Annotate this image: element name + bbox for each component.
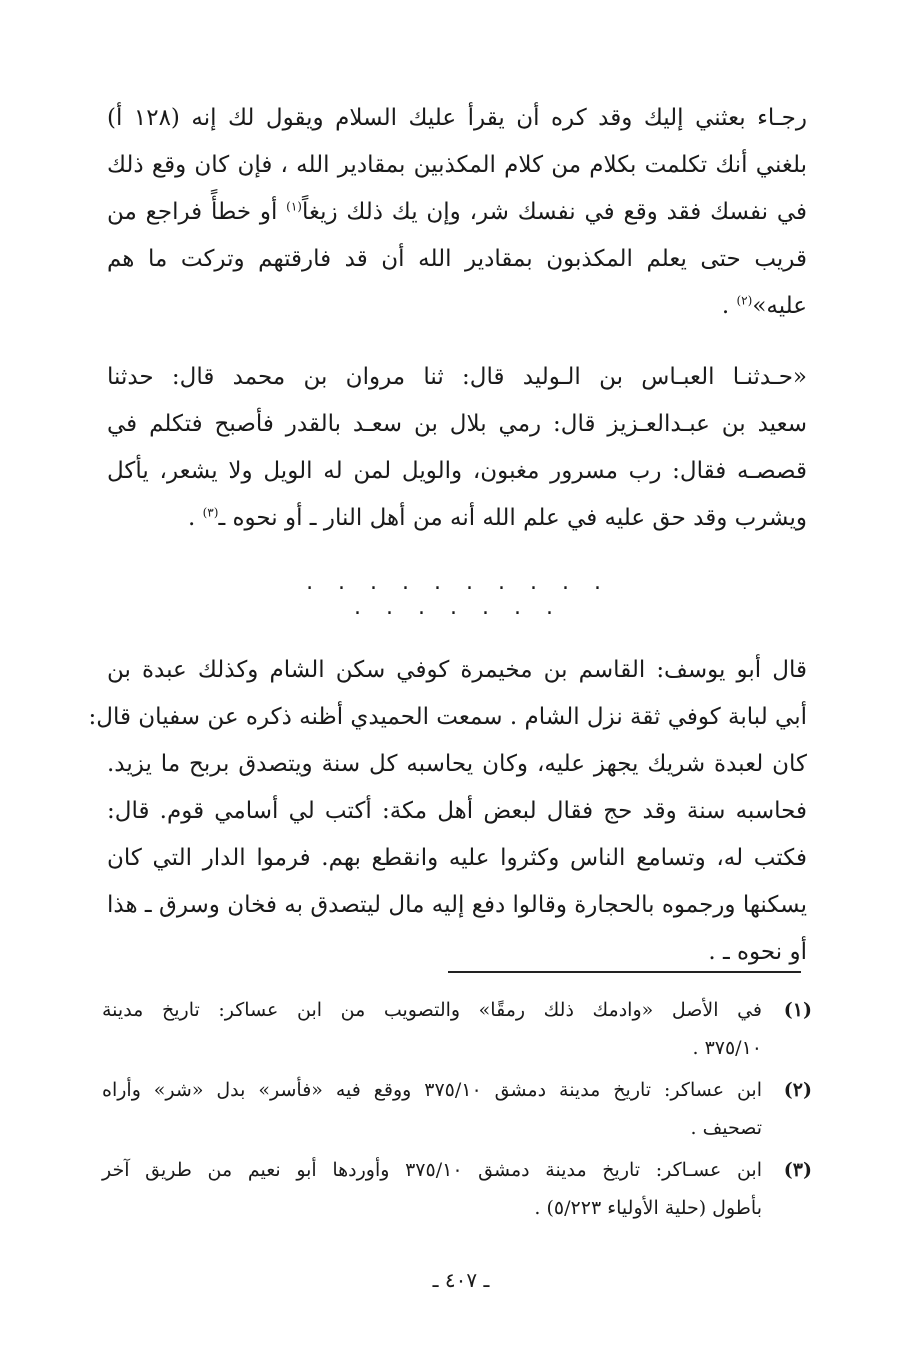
text-line: كان لعبدة شريك يجهز عليه، وكان يحاسبه كل سنة ويتصدق بربح ما يزيد. [107,751,807,777]
paragraph-1 [107,103,807,338]
page-number: ـ ٤٠٧ ـ [432,1268,490,1292]
footnote-3 [102,1151,812,1227]
text-line: أو نحوه ـ . [708,939,807,965]
paragraph-3 [88,655,807,984]
footnote-1 [102,991,812,1067]
footnote-reference[interactable]: (٢) [736,293,753,308]
text-line: عليه»$^{(٢)}$ . [721,293,807,319]
footnote-divider [448,971,801,973]
footnote-line: ٣٧٥/١٠ . [692,1037,762,1059]
text-line: سعيد بن عبـدالعـزيز قال: رمي بلال بن سعـد بالقدر فأصبح فتكلم في [107,411,807,437]
footnote-reference[interactable]: (٣) [202,505,219,520]
section-separator: . . . . . . . . . . . . . . . . . [306,570,610,620]
footnote-reference[interactable]: (١) [286,199,302,214]
footnote-line: في الأصل «وادمك ذلك رمقًا» والتصويب من ابن عساكر: تاريخ مدينة [102,999,762,1021]
text-line: فحاسبه سنة وقد حج فقال لبعض أهل مكة: أكتب لي أسامي قوم. قال: [107,798,807,824]
footnote-number: (٣) [783,1159,812,1181]
footnotes [102,991,812,1231]
text-line: ويشرب وقد حق عليه في علم الله أنه من أهل النار ـ أو نحوه ـ$^{(٣)}$ . [187,505,807,531]
text-line: بلغني أنك تكلمت بكلام من كلام المكذبين بمقادير الله ، فإن كان وقع ذلك [107,152,807,178]
footnote-line: ابن عسـاكر: تاريخ مدينة دمشق ٣٧٥/١٠ وأوردها أبو نعيم من طريق آخر [102,1159,762,1181]
text-line: فكتب له، وتسامع الناس وكثروا عليه وانقطع بهم. فرموا الدار التي كان [107,845,807,871]
footnote-number: (٢) [783,1079,812,1101]
text-line: أبي لبابة كوفي ثقة نزل الشام . سمعت الحميدي أظنه ذكره عن سفيان قال: [88,704,807,730]
text-line: رجـاء بعثني إليك وقد كره أن يقرأ عليك السلام ويقول لك إنه (١٢٨ أ) [107,105,807,131]
text-line: قال أبو يوسف: القاسم بن مخيمرة كوفي سكن الشام وكذلك عبدة بن [107,657,807,683]
text-line: في نفسك فقد وقع في نفسك شر، وإن يك ذلك زيغاً$^{(١)}$ أو خطأً فراجع من [107,199,807,225]
footnote-line: ابن عساكر: تاريخ مدينة دمشق ٣٧٥/١٠ ووقع فيه «فأسر» بدل «شر» وأراه [102,1079,763,1101]
text-line: يسكنها ورجموه بالحجارة وقالوا دفع إليه مال ليتصدق به فخان وسرق ـ هذا [107,892,807,918]
text-line: قصصـه فقال: رب مسرور مغبون، والويل لمن له الويل ولا يشعر، يأكل [107,458,807,484]
footnote-line: تصحيف . [690,1117,762,1139]
footnote-line: بأطول (حلية الأولياء ٥/٢٢٣) . [534,1197,762,1219]
paragraph-2 [107,362,807,550]
footnote-number: (١) [783,999,812,1021]
footnote-2 [102,1071,812,1147]
text-line: «حـدثنـا العبـاس بن الـوليد قال: ثنا مروان بن محمد قال: حدثنا [107,364,807,390]
text-line: قريب حتى يعلم المكذبون بمقادير الله أن قد فارقتهم وتركت ما هم [107,246,807,272]
